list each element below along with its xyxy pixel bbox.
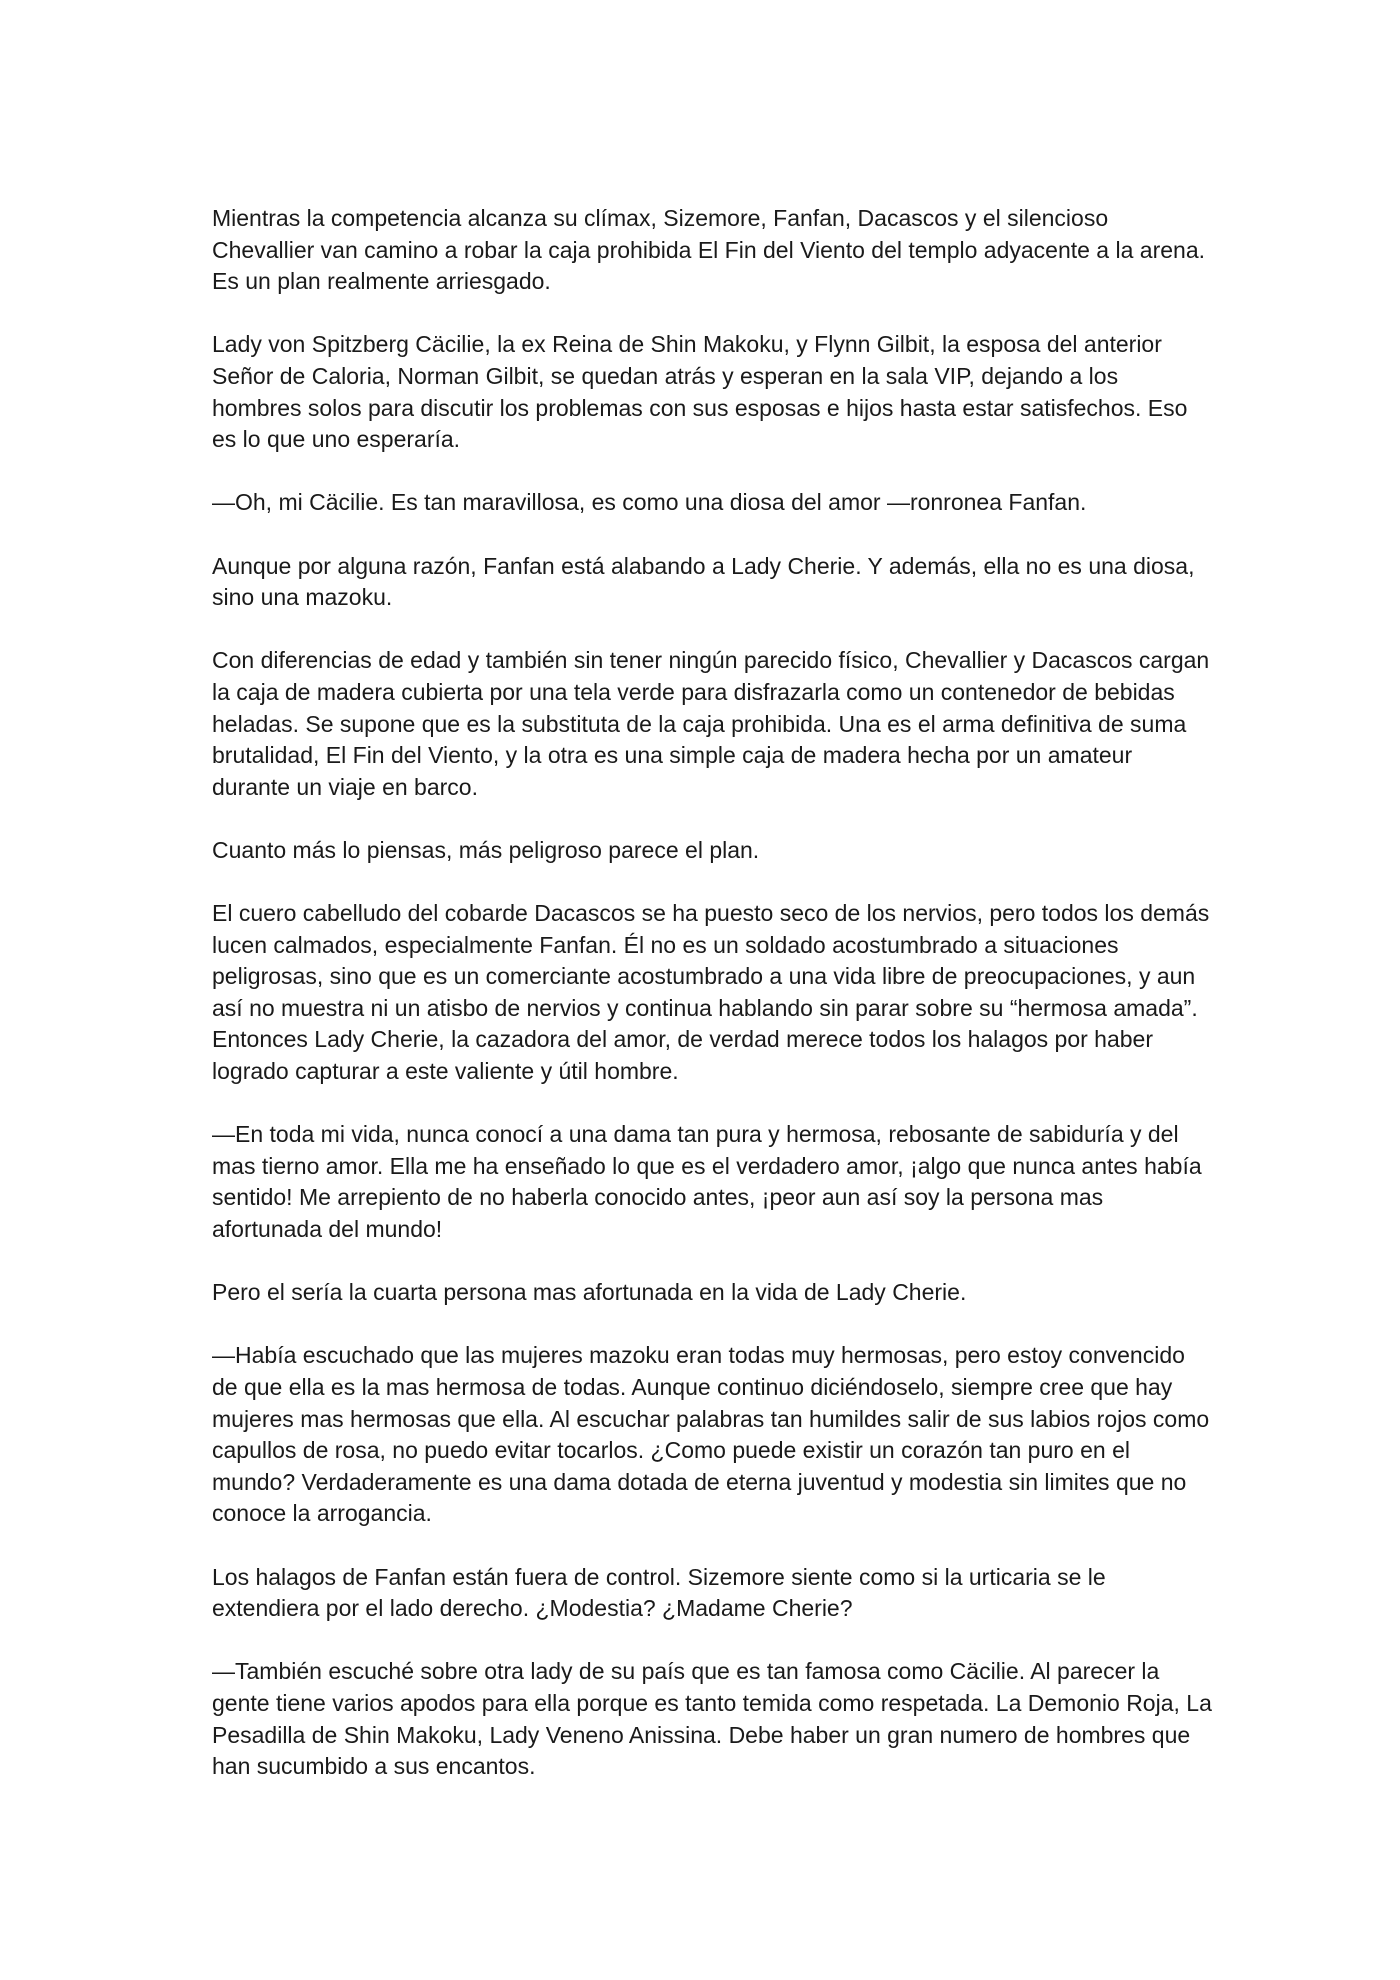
paragraph: —En toda mi vida, nunca conocí a una dama tan pura y hermosa, rebosante de sabiduría y del mas tierno amor. Ella me ha enseñado lo que es el verdadero amor, ¡algo que nunca antes había sentido! Me arrepiento de no haberla conocido antes, ¡peor aun así soy la persona mas afortunada del mundo! [212,1121,1202,1242]
paragraph: —Había escuchado que las mujeres mazoku eran todas muy hermosas, pero estoy convencido de que ella es la mas hermosa de todas. Aunque continuo diciéndoselo, siempre cree que hay mujeres mas hermosas que ella. Al escuchar palabras tan humildes salir de sus labios rojos como capullos de rosa, no puedo evitar tocarlos. ¿Como puede existir un corazón tan puro en el mundo? Verdaderamente es una dama dotada de eterna juventud y modestia sin limites que no conoce la arrogancia. [212,1342,1210,1527]
paragraph: Mientras la competencia alcanza su clímax, Sizemore, Fanfan, Dacascos y el silencioso Chevallier van camino a robar la caja prohibida El Fin del Viento del templo adyacente a la arena. Es un plan realmente arriesgado. [212,205,1205,295]
paragraph: Con diferencias de edad y también sin tener ningún parecido físico, Chevallier y Dacascos cargan la caja de madera cubierta por una tela verde para disfrazarla como un contenedor de bebidas heladas. Se supone que es la substituta de la caja prohibida. Una es el arma definitiva de suma brutalidad, El Fin del Viento, y la otra es una simple caja de madera hecha por un amateur durante un viaje en barco. [212,647,1210,800]
paragraph: —Oh, mi Cäcilie. Es tan maravillosa, es como una diosa del amor —ronronea Fanfan. [212,489,1087,516]
paragraph: El cuero cabelludo del cobarde Dacascos se ha puesto seco de los nervios, pero todos los demás lucen calmados, especialmente Fanfan. Él no es un soldado acostumbrado a situaciones peligrosas, sino que es un comerciante acostumbrado a una vida libre de preocupaciones, y aun así no muestra ni un atisbo de nervios y continua hablando sin parar sobre su “hermosa amada”. Entonces Lady Cherie, la cazadora del amor, de verdad merece todos los halagos por haber logrado capturar a este valiente y útil hombre. [212,900,1210,1085]
paragraph: Aunque por alguna razón, Fanfan está alabando a Lady Cherie. Y además, ella no es una diosa, sino una mazoku. [212,552,1195,611]
paragraph: —También escuché sobre otra lady de su país que es tan famosa como Cäcilie. Al parecer la gente tiene varios apodos para ella porque es tanto temida como respetada. La Demonio Roja, La Pesadilla de Shin Makoku, Lady Veneno Anissina. Debe haber un gran numero de hombres que han sucumbido a sus encantos. [212,1658,1212,1780]
paragraph: Cuanto más lo piensas, más peligroso parece el plan. [212,836,760,863]
paragraph: Los halagos de Fanfan están fuera de control. Sizemore siente como si la urticaria se le extendiera por el lado derecho. ¿Modestia? ¿Madame Cherie? [212,1563,1106,1622]
paragraph: Pero el sería la cuarta persona mas afortunada en la vida de Lady Cherie. [212,1279,967,1306]
paragraph: Lady von Spitzberg Cäcilie, la ex Reina de Shin Makoku, y Flynn Gilbit, la esposa del anterior Señor de Caloria, Norman Gilbit, se quedan atrás y esperan en la sala VIP, dejando a los hombres solos para discutir los problemas con sus esposas e hijos hasta estar satisfechos. Eso es lo que uno esperaría. [212,331,1188,453]
document-body [212,203,1212,1783]
